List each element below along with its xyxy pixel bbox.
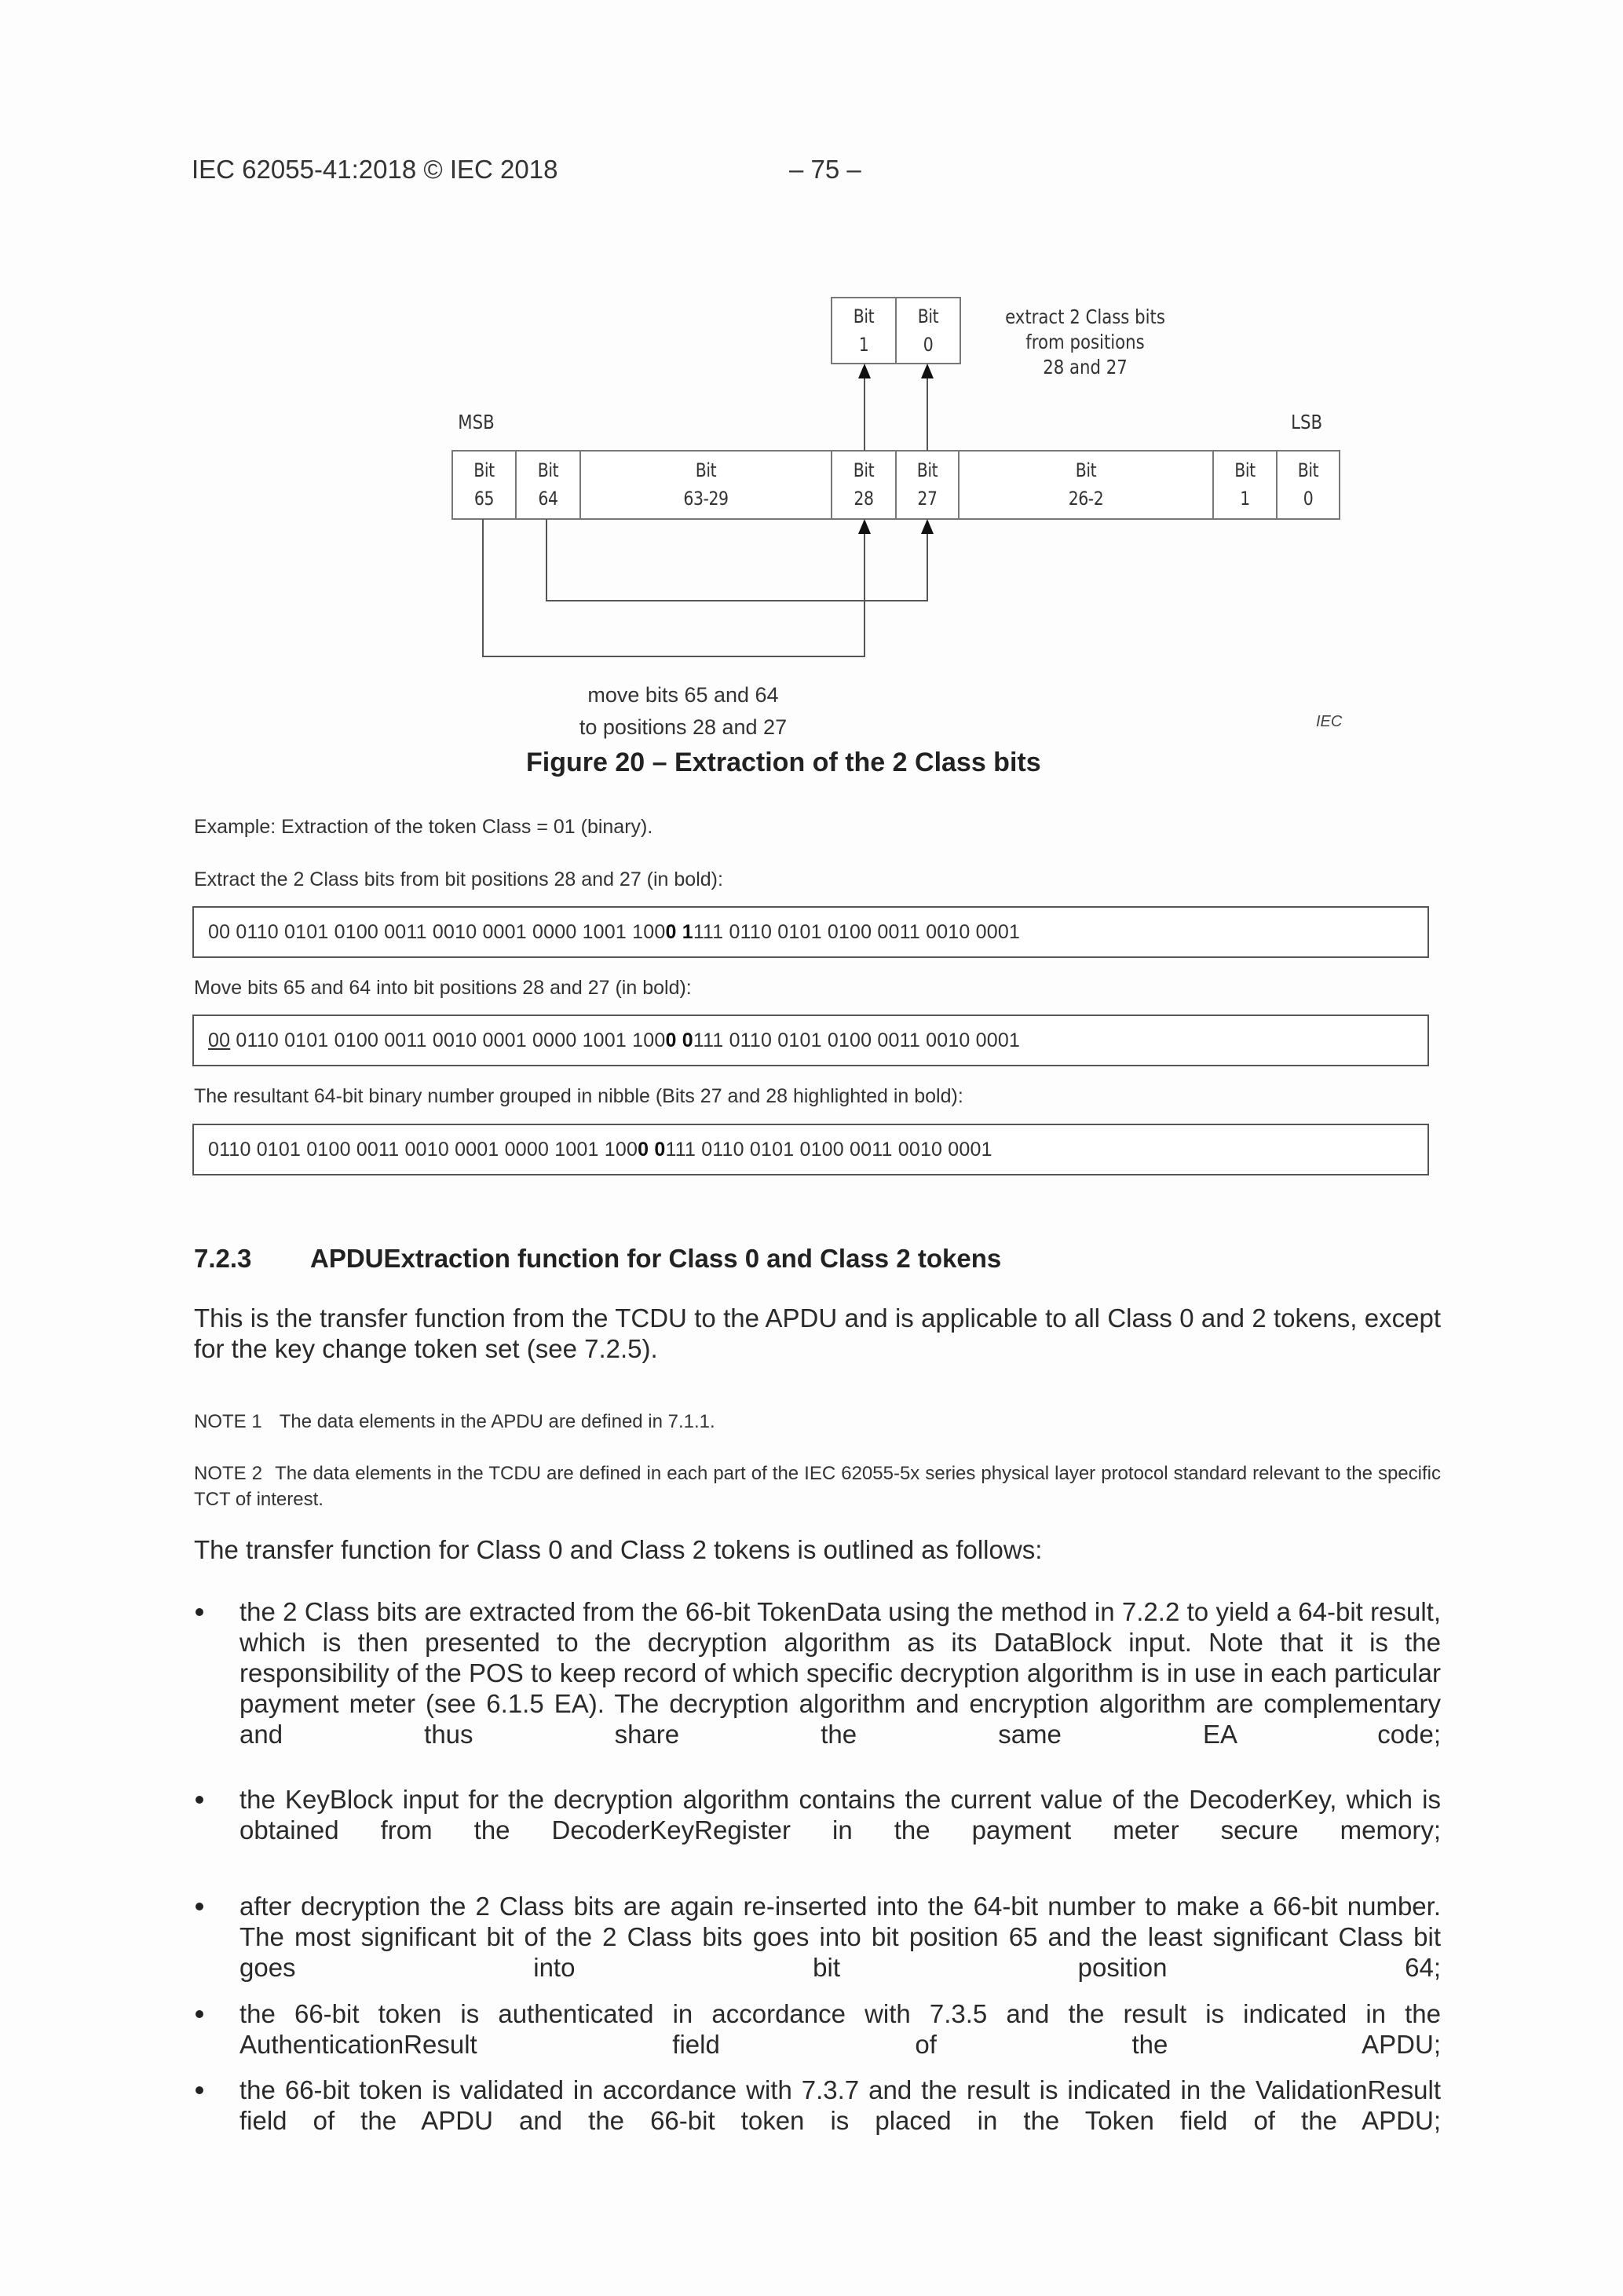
- cell-value: 63-29: [683, 488, 729, 510]
- note-text: The data elements in the APDU are defined in 7.1.1.: [279, 1411, 715, 1432]
- list-item: after decryption the 2 Class bits are again re-inserted into the 64-bit number to make a 66-bit number. The most significant bit of the 2 Class bits goes into bit position 65 and the least significant Class bit goes into bit position 64;: [239, 1892, 1441, 1982]
- move-path-bit65: [483, 519, 865, 656]
- example-intro: Example: Extraction of the token Class = 01 (binary).: [194, 816, 653, 838]
- cell-value: 64: [538, 488, 558, 510]
- move-label: [550, 679, 817, 744]
- list-item: the 66-bit token is validated in accordance with 7.3.7 and the result is indicated in the ValidationResult field of the APDU and the 66-bit token is placed in the Token field of the APDU;: [239, 2075, 1441, 2135]
- arrowhead-icon: [921, 519, 934, 534]
- bullet-icon: [196, 1608, 203, 1616]
- extracted-cell: [901, 302, 956, 359]
- binary-plain: 111 0110 0101 0100 0011 0010 0001: [693, 921, 1021, 943]
- register-cell: [521, 456, 576, 513]
- arrowhead-icon: [858, 519, 871, 534]
- section-title: APDUExtraction function for Class 0 and Class 2 tokens: [310, 1244, 1002, 1273]
- step2-binary-box: [192, 1015, 1429, 1066]
- extract-label: [1005, 305, 1165, 380]
- cell-label: Bit: [1234, 459, 1256, 481]
- move-label-line: move bits 65 and 64: [587, 683, 779, 707]
- cell-value: 1: [1240, 488, 1250, 510]
- step3-label: The resultant 64-bit binary number grouped in nibble (Bits 27 and 28 highlighted in bold):: [194, 1085, 963, 1107]
- note-label: NOTE 2: [194, 1463, 263, 1484]
- note-2: [194, 1461, 1441, 1512]
- cell-label: Bit: [1297, 459, 1319, 481]
- binary-bold: 0 1: [665, 921, 693, 943]
- cell-value: 27: [917, 488, 938, 510]
- arrowhead-icon: [858, 364, 871, 378]
- step1-binary: [208, 921, 1020, 944]
- cell-value: 65: [473, 488, 495, 510]
- section-intro: This is the transfer function from the TCDU to the APDU and is applicable to all Class 0 and 2 tokens, except for the key change token set (see 7.2.5).: [194, 1303, 1441, 1363]
- binary-plain: 0110 0101 0100 0011 0010 0001 0000 1001 100: [208, 1139, 638, 1161]
- extract-label-line: 28 and 27: [1043, 356, 1128, 378]
- bullet-icon: [196, 2010, 203, 2018]
- register-cell: [599, 456, 813, 513]
- figure-caption: Figure 20 – Extraction of the 2 Class bits: [526, 748, 1041, 777]
- cell-label: Bit: [473, 459, 495, 481]
- register-cell: [1281, 456, 1335, 513]
- register-cell: [901, 456, 954, 513]
- bullet-icon: [196, 2086, 203, 2094]
- extracted-cell: [836, 302, 891, 359]
- binary-underlined: 00: [208, 1029, 231, 1051]
- register-cell: [1218, 456, 1272, 513]
- figure-diagram: [0, 0, 1623, 785]
- binary-plain: 111 0110 0101 0100 0011 0010 0001: [665, 1139, 992, 1161]
- move-label-line: to positions 28 and 27: [579, 715, 788, 739]
- arrowhead-icon: [921, 364, 934, 378]
- step2-binary: [208, 1029, 1020, 1052]
- step3-binary: [208, 1139, 992, 1161]
- note-label: NOTE 1: [194, 1411, 262, 1432]
- extract-label-line: from positions: [1025, 331, 1145, 353]
- note-text: The data elements in the TCDU are defined in each part of the IEC 62055-5x series physical layer protocol standard relevant to the specific TCT of interest.: [194, 1463, 1441, 1510]
- binary-plain: 111 0110 0101 0100 0011 0010 0001: [693, 1029, 1021, 1051]
- cell-label: Bit: [917, 305, 939, 327]
- binary-plain: 00 0110 0101 0100 0011 0010 0001 0000 1001 100: [208, 921, 666, 943]
- msb-label: MSB: [458, 411, 495, 433]
- register-cell: [978, 456, 1193, 513]
- section-number: 7.2.3: [194, 1244, 252, 1273]
- list-item: the 2 Class bits are extracted from the 66-bit TokenData using the method in 7.2.2 to yield a 64-bit result, which is then presented to the decryption algorithm as its DataBlock input. Note that it is the responsibility of the POS to keep record of which specific decryption algorithm is in use in each particular payment meter (see 6.1.5 EA). The decryption algorithm and encryption algorithm are complementary and thus share the same EA code;: [239, 1597, 1441, 1749]
- cell-label: Bit: [853, 459, 875, 481]
- cell-value: 28: [854, 488, 874, 510]
- bullet-icon: [196, 1903, 203, 1910]
- list-item: the KeyBlock input for the decryption algorithm contains the current value of the DecoderKey, which is obtained from the DecoderKeyRegister in the payment meter secure memory;: [239, 1785, 1441, 1844]
- bullet-icon: [196, 1796, 203, 1804]
- cell-label: Bit: [916, 459, 938, 481]
- cell-label: Bit: [695, 459, 717, 481]
- cell-label: Bit: [853, 305, 875, 327]
- step1-label: Extract the 2 Class bits from bit positions 28 and 27 (in bold):: [194, 868, 723, 890]
- register-cell: [836, 456, 891, 513]
- step3-binary-box: [192, 1124, 1429, 1175]
- lsb-label: LSB: [1291, 411, 1323, 433]
- cell-value: 0: [1303, 488, 1314, 510]
- list-item: the 66-bit token is authenticated in accordance with 7.3.5 and the result is indicated in the AuthenticationResult field of the APDU;: [239, 1999, 1441, 2059]
- iec-source-tag: IEC: [1316, 713, 1343, 730]
- cell-value: 0: [923, 334, 934, 356]
- cell-value: 26-2: [1068, 488, 1104, 510]
- cell-label: Bit: [537, 459, 559, 481]
- note-1: [194, 1409, 1441, 1435]
- register-cell: [457, 456, 511, 513]
- binary-plain: 0110 0101 0100 0011 0010 0001 0000 1001 100: [230, 1029, 666, 1051]
- binary-bold: 0 0: [638, 1139, 666, 1161]
- cell-label: Bit: [1075, 459, 1097, 481]
- outline-intro: The transfer function for Class 0 and Class 2 tokens is outlined as follows:: [194, 1535, 1043, 1564]
- step2-label: Move bits 65 and 64 into bit positions 28 and 27 (in bold):: [194, 977, 692, 999]
- step1-binary-box: [192, 906, 1429, 958]
- move-path-bit64: [546, 519, 927, 601]
- cell-value: 1: [858, 334, 869, 356]
- page-number: – 75 –: [789, 155, 861, 184]
- binary-bold: 0 0: [665, 1029, 693, 1051]
- extract-label-line: extract 2 Class bits: [1005, 305, 1165, 328]
- document-id: IEC 62055-41:2018 © IEC 2018: [192, 155, 558, 184]
